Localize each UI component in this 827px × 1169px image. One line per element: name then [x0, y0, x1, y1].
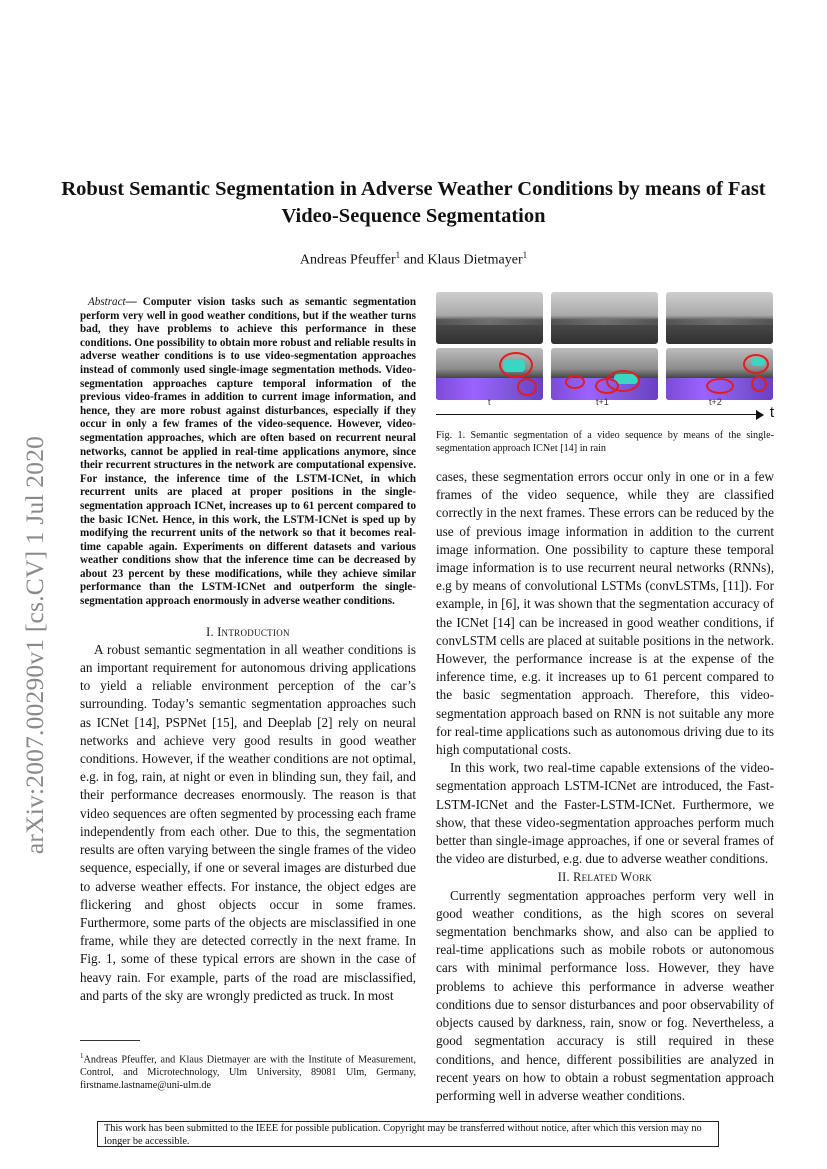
time-label: t+1 [596, 397, 609, 407]
error-highlight-circle [606, 370, 640, 392]
error-highlight-circle [517, 378, 537, 396]
author-name: Andreas Pfeuffer [299, 252, 396, 268]
paper-title: Robust Semantic Segmentation in Adverse Weather Conditions by means of Fast Video-Sequence Segmentation [61, 178, 766, 227]
segmentation-frame-t2 [666, 348, 773, 400]
right-column [436, 468, 774, 1105]
figure-1 [436, 292, 774, 455]
error-highlight-circle [706, 378, 734, 394]
section-title: Introduction [217, 624, 290, 639]
footnote-divider [80, 1040, 140, 1041]
rain-frame-t1 [551, 292, 658, 344]
section-title: Related Work [573, 870, 653, 885]
ieee-submission-notice: This work has been submitted to the IEEE for possible publication. Copyright may be transferred without notice, after which this version may no longer be accessible. [97, 1121, 719, 1147]
segmentation-frame-t1 [551, 348, 658, 400]
section-number: I. [206, 624, 218, 639]
affiliation-marker: 1 [395, 250, 401, 260]
footnote-marker: 1 [80, 1052, 84, 1060]
author-conjunction: and [400, 252, 428, 268]
related-work-paragraph: Currently segmentation approaches perform very well in good weather conditions, as the high scores on several segmentation benchmarks show, and also can be applied to real-time applications such as mobile robots or autonomous cars with minimal performance loss. However, they have problems to achieve this performance in adverse weather conditions due to sensor disturbances and poor observability of objects caused by darkness, rain, snow or fog. Nevertheless, a good segmentation accuracy is still required in these conditions, and hence, different possibilities are analyzed in recent years on how to obtain a robust segmentation approach performing well in adverse weather conditions. [436, 887, 774, 1103]
arxiv-id-text: arXiv:2007.00290v1 [cs.CV] 1 Jul 2020 [20, 435, 49, 855]
error-highlight-circle [751, 376, 767, 392]
rain-frame-t2 [666, 292, 773, 344]
body-paragraph: cases, these segmentation errors occur only in one or in a few frames of the video sequence, while they are classified correctly in the next frames. These errors can be reduced by the use of previous image information in addition to the current image information. One possibility to capture these temporal image information is to use recurrent neural networks (RNNs), e.g by means of convolutional LSTMs (convLSTMs, [11]). For example, in [6], it was shown that the segmentation accuracy of the ICNet [14] can be increased in good weather conditions, if convLSTM cells are placed at suitable positions in the network. However, the performance increase is at the expense of the inference time, e.g. it increases up to 61 percent compared to the basic segmentation approach. Therefore, this video-segmentation approach based on RNN is not suitable any more for real-time applications such as autonomous driving due to its high computational costs. [436, 469, 774, 758]
affiliation-footnote [80, 1050, 416, 1092]
video-frame-grid [436, 292, 774, 400]
segmentation-frame-t [436, 348, 543, 400]
time-label: t+2 [709, 397, 722, 407]
body-paragraph: In this work, two real-time capable extensions of the video-segmentation approach LSTM-ICNet are introduced, the Fast-LSTM-ICNet and the Faster-LSTM-ICNet. Furthermore, we show, that these video-segmentation approaches perform much better than single-image approaches, if one or several frames of the video are disturbed, e.g. due to adverse weather conditions. [436, 760, 774, 867]
introduction-paragraph: A robust semantic segmentation in all weather conditions is an important requirement for autonomous driving applications to yield a reliable environment perception of the car’s surrounding. Today’s semantic segmentation approaches such as ICNet [14], PSPNet [15], and Deeplab [2] rely on neural networks and achieve very good results in good weather conditions. However, if the weather conditions are not optimal, e.g. in fog, rain, at night or even in blinding sun, they fail, and their performance decreases enormously. The reason is that video sequences are often segmented by processing each frame independently from each other. Due to this, the segmentation results are often varying between the single frames of the video sequence, especially, if one or several images are disturbed due to adverse weather effects. For instance, the object edges are flickering and ghost objects occur in some frames. Furthermore, some parts of the objects are misclassified in one frame, while they are detected correctly in the next frame. In Fig. 1, some of these typical errors are shown in the case of heavy rain. For example, parts of the road are misclassified, and parts of the sky are wrongly predicted as truck. In most [80, 641, 416, 1003]
affiliation-marker: 1 [522, 250, 528, 260]
abstract-label: Abstract [88, 296, 126, 308]
error-highlight-circle [499, 352, 533, 378]
section-heading-introduction [80, 623, 416, 641]
footnote-text: Andreas Pfeuffer, and Klaus Dietmayer are with the Institute of Measurement, Control, and Microtechnology, Ulm University, 89081 Ulm, Germany, firstname.lastname@uni-ulm.de [80, 1054, 416, 1092]
error-highlight-circle [743, 354, 769, 374]
arrow-right-icon [756, 410, 764, 420]
abstract [80, 296, 416, 609]
section-heading-related-work [436, 868, 774, 886]
author-name: Klaus Dietmayer [427, 252, 523, 268]
author-line [60, 250, 767, 269]
abstract-text: — Computer vision tasks such as semantic segmentation perform very well in good weather conditions, but if the weather turns bad, they have problems to achieve this performance in these conditions. One possibility to obtain more robust and reliable results in adverse weather conditions is to use video-segmentation approaches instead of commonly used single-image segmentation methods. Video-segmentation approaches capture temporal information of the previous video-frames in addition to current image information, and hence, they are more robust against disturbances, especially if they occur in only a few frames of the video-sequence. However, video-segmentation approaches, which are often based on recurrent neural networks, cannot be applied in real-time applications anymore, since their recurrent structures in the network are computational expensive. For instance, the inference time of the LSTM-ICNet, in which recurrent units are placed at proper positions in the single-segmentation approach ICNet, increases up to 61 percent compared to the basic ICNet. Hence, in this work, the LSTM-ICNet is sped up by modifying the recurrent units of the network so that it becomes real-time capable again. Experiments on different datasets and various weather conditions show that the inference time can be decreased by about 23 percent by these modifications, while they achieve similar performance than the LSTM-ICNet and outperform the single-segmentation approach enormously in adverse weather conditions. [80, 296, 416, 608]
section-number: II. [557, 870, 574, 885]
figure-caption: Fig. 1. Semantic segmentation of a video sequence by means of the single-segmentation approach ICNet [14] in rain [436, 430, 774, 454]
arxiv-identifier-stamp [17, 380, 53, 910]
time-axis [436, 397, 774, 424]
time-axis-label: t [769, 404, 774, 421]
rain-frame-t [436, 292, 543, 344]
left-column [80, 296, 416, 1005]
error-highlight-circle [565, 375, 585, 389]
time-label: t [488, 397, 491, 407]
